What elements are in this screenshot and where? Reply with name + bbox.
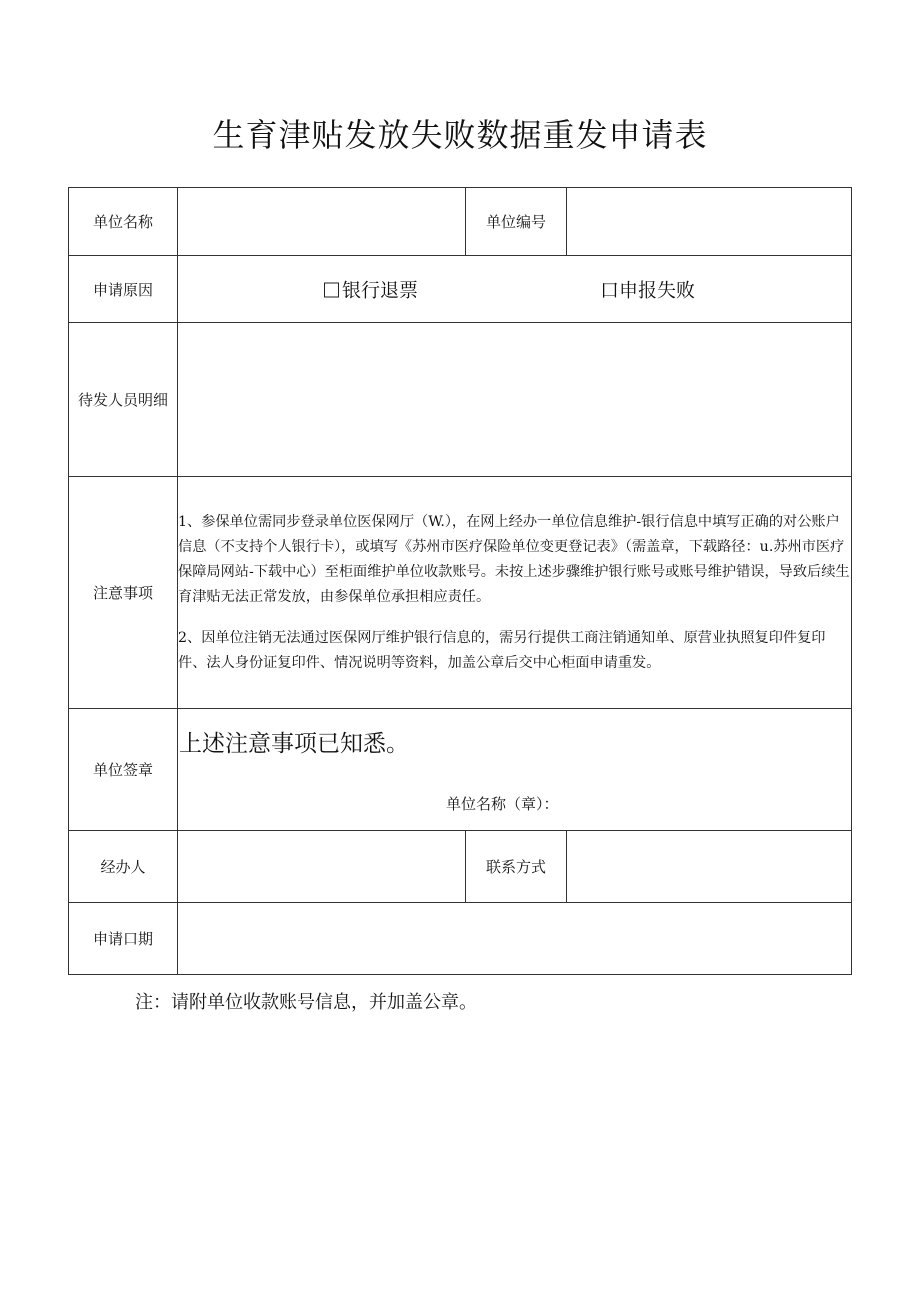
contact-label: 联系方式 [466, 831, 567, 903]
note-2: 2、因单位注销无法通过医保网厅维护银行信息的，需另行提供工商注销通知单、原营业执照复印件复印件、法人身份证复印件、情况说明等资料，加盖公章后交中心柜面申请重发。 [178, 629, 826, 671]
contact-field[interactable] [567, 831, 852, 903]
pending-label: 待发人员明细 [69, 323, 178, 477]
sign-row [69, 709, 852, 831]
date-row [69, 903, 852, 975]
handler-field[interactable] [178, 831, 466, 903]
unit-name-field[interactable] [178, 188, 466, 256]
notes-content [178, 477, 852, 709]
notes-row [69, 477, 852, 709]
page-title: 生育津贴发放失败数据重发申请表 [212, 116, 708, 154]
handler-row [69, 831, 852, 903]
reason-row [69, 256, 852, 323]
seal-line: 单位名称（章）： [446, 795, 559, 813]
pending-row [69, 323, 852, 477]
date-field[interactable] [178, 903, 852, 975]
unit-row [69, 188, 852, 256]
note-1: 1、参保单位需同步登录单位医保网厅（W.），在网上经办一单位信息维护-银行信息中填写正确的对公账户信息（不支持个人银行卡），或填写《苏州市医疗保险单位变更登记表》（需盖章，下载路径：u.苏州市医疗保障局网站-下载中心）至柜面维护单位收款账号。未按上述步骤维护银行账号或账号维护错误，导致后续生育津贴无法正常发放，由参保单位承担相应责任。 [178, 513, 850, 605]
unit-code-field[interactable] [567, 188, 852, 256]
footnote: 注：请附单位收款账号信息，并加盖公章。 [135, 992, 477, 1013]
date-label: 申请口期 [69, 903, 178, 975]
notes-label: 注意事项 [69, 477, 178, 709]
unit-code-label: 单位编号 [466, 188, 567, 256]
reason-option-bank-return-label: 银行退票 [342, 279, 419, 302]
pending-detail-field[interactable] [178, 323, 852, 477]
reason-option-declare-failed[interactable]: 口申报失败 [600, 279, 696, 302]
unit-name-label: 单位名称 [69, 188, 178, 256]
application-form [68, 187, 852, 975]
reason-label: 申请原因 [69, 256, 178, 323]
reason-option-bank-return[interactable] [324, 276, 418, 303]
reason-options [178, 256, 852, 323]
handler-label: 经办人 [69, 831, 178, 903]
sign-label: 单位签章 [69, 709, 178, 831]
acknowledgement-text: 上述注意事项已知悉。 [179, 731, 409, 757]
checkbox-icon[interactable] [324, 283, 339, 298]
sign-area[interactable] [178, 709, 852, 831]
